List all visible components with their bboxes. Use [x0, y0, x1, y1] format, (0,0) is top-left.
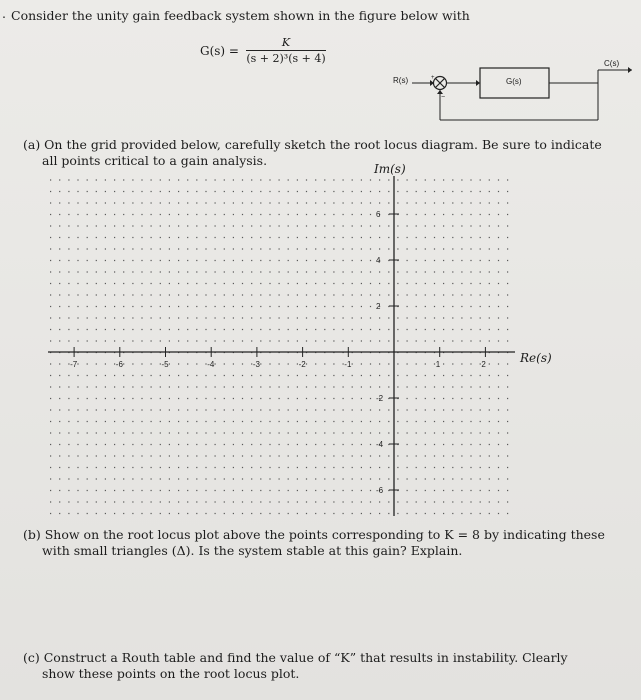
input-label: R(s) — [393, 76, 409, 85]
imag-tick-label: -4 — [376, 440, 384, 449]
real-tick-label: -6 — [115, 360, 123, 369]
real-tick-label: -7 — [70, 360, 78, 369]
transfer-function-lhs: G(s) = — [200, 44, 239, 58]
grid-dots — [50, 180, 508, 514]
part-b-line2: with small triangles (Δ). Is the system stable at this gain? Explain. — [42, 543, 463, 558]
real-tick-label: 2 — [481, 360, 486, 369]
part-a-line2: all points critical to a gain analysis. — [42, 153, 268, 168]
imag-tick-label: 2 — [376, 302, 381, 311]
part-a-line1: (a) On the grid provided below, carefully sketch the root locus diagram. Be sure to indicate — [23, 137, 602, 152]
real-tick-label: -2 — [298, 360, 306, 369]
imag-tick-label: -6 — [376, 486, 384, 495]
svg-text:+: + — [431, 75, 435, 81]
real-tick-label: -1 — [344, 360, 352, 369]
real-tick-label: 1 — [435, 360, 441, 369]
question-intro: Consider the unity gain feedback system shown in the figure below with — [11, 8, 470, 23]
imag-axis-label: Im(s) — [374, 162, 406, 176]
tf-numerator: K — [281, 36, 291, 49]
real-tick-label: -5 — [161, 360, 169, 369]
svg-text:−: − — [441, 94, 446, 101]
tf-denominator: (s + 2)³(s + 4) — [246, 52, 326, 65]
imag-tick-label: -2 — [376, 394, 384, 403]
output-label: C(s) — [604, 59, 620, 68]
part-b-line1: (b) Show on the root locus plot above the points corresponding to K = 8 by indicating these — [23, 527, 605, 542]
imag-tick-label: 4 — [376, 256, 381, 265]
imag-tick-label: 6 — [376, 210, 381, 219]
part-c-line2: show these points on the root locus plot. — [42, 666, 300, 681]
question-bullet: . — [2, 6, 6, 21]
real-tick-label: -3 — [252, 360, 261, 369]
real-axis-label: Re(s) — [520, 351, 552, 365]
part-c-line1: (c) Construct a Routh table and find the value of “K” that results in instability. Clearly — [23, 650, 568, 665]
real-tick-label: -4 — [207, 360, 215, 369]
plant-label: G(s) — [506, 77, 522, 86]
